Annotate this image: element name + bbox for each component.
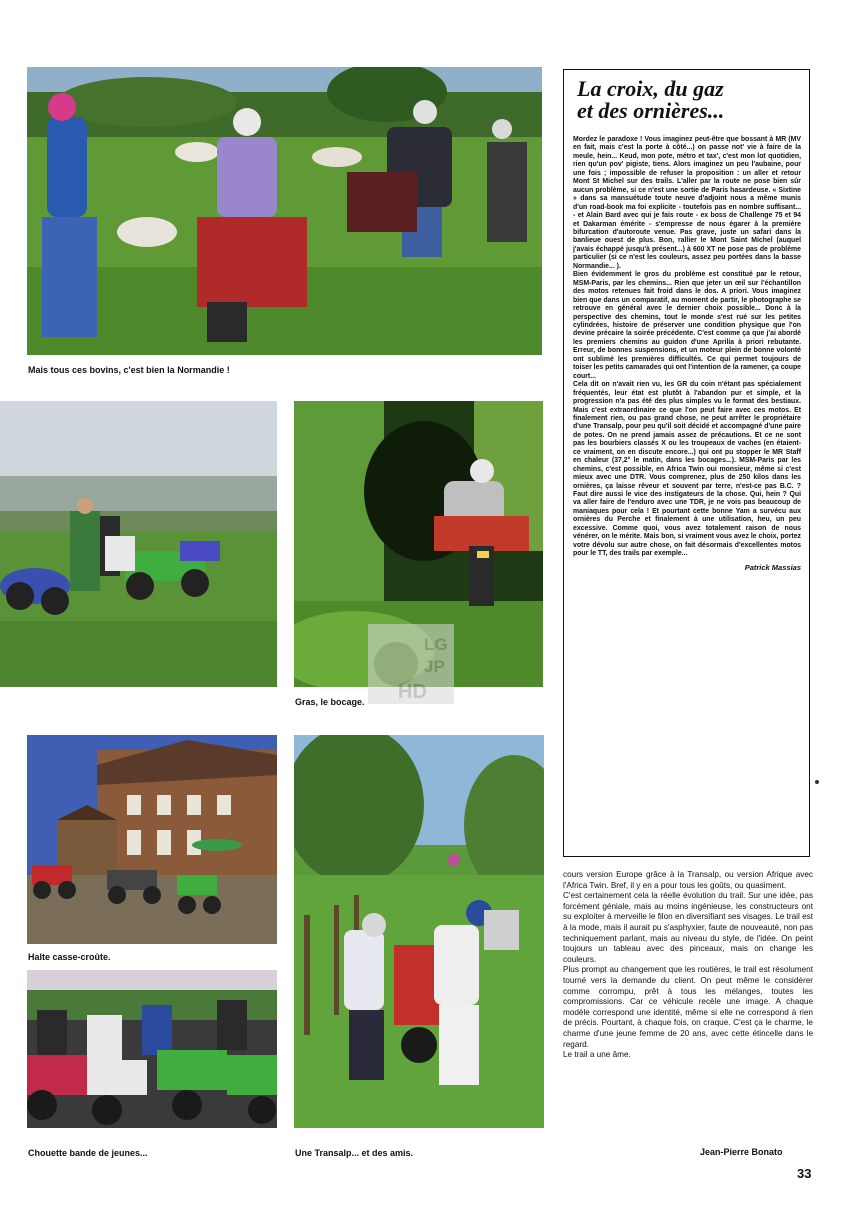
caption-transalp: Une Transalp... et des amis. — [295, 1148, 414, 1158]
article-signature: Jean-Pierre Bonato — [700, 1147, 783, 1157]
sidebar-body — [573, 136, 801, 559]
photo-cows-field — [27, 67, 542, 355]
photo-transalp-friends — [294, 735, 544, 1128]
sidebar-title-line2: et des ornières... — [577, 98, 725, 123]
sidebar-title — [577, 78, 801, 122]
sidebar-title-line1: La croix, du gaz — [577, 76, 724, 101]
main-article-body — [563, 870, 813, 1061]
sidebar-paragraph: Bien évidemment le gros du problème est constitué par le retour, MSM-Paris, par les chemins... Rien que jeter un œil sur l'échantillon des motos retenues fait froid dans le dos. A priori. Vous imaginez bien que dans un comparatif, au moment de partir, le photographe se retrouve en général avec le dernier choix possible... Donc à la perspective des chemins, tout le monde s'est rué sur les petites cylindrées, histoire de préserver une condition physique que l'on devine précaire la soirée précédente. C'est comme ça que j'ai abordé les premiers chemins au guidon d'une Aprilia à priori rebutante. Erreur, de bonnes suspensions, et un moteur plein de bonne volonté ont sublimé les premières difficultés. Ce qui permet toujours de toiser les petits camarades qui ont l'intention de la ramener, ça coupe court... — [573, 271, 801, 380]
article-paragraph: Le trail a une âme. — [563, 1050, 631, 1060]
sidebar-paragraph: Mordez le paradoxe ! Vous imaginez peut-être que bossant à MR (MV en fait, mais c'est la porte à côté...) on passe not' vie à faire de la meule, hein... Keud, mon pote, métro et tax', c'est mon lot quotidien, rien qu'un pov' pigiste, tiens. Alors imaginez un peu l'aubaine, pour une fois ; impossible de refuser la proposition : un aller et retour Mont St Michel sur des trails. L'aller par la route ne pose bien sûr aucun problème, si ce n'est une sortie de Paris hasardeuse. « Sixtine » dans sa mansuétude toute neuve d'adjoint nous a même munis d'un road-book ma foi explicite - toutefois pas en nombre suffisant... - et Alain Bard avec qui je fais route - ex boss de Challenge 75 et 94 et Dakarman émérite - s'empresse de nous égarer à la première bifurcation d'autoroute venue. Pas grave, juste un safari dans la banlieue ouest de plus. Bon, rallier le Mont Saint Michel (auquel j'avais échappé jusqu'à présent...) à 600 XT ne pose pas de problème particulier (si ce n'est les couleurs, assez peu portées dans la basse Normandie... ). — [573, 136, 801, 270]
article-paragraph: Plus prompt au changement que les routières, le trail est résolument tourné vers la demande du client. On peut même le considérer comme corrompu, prêt à tous les mélanges, toutes les compromissions. Car ce véhicule recèle une image. A chaque modèle correspond une identité, même si elle ne correspond à rien de précis. Pourtant, à chaque fois, on craque. C'est ça le charme, le charme d'une jeune femme de 20 ans, avec cette étincelle dans le regard. — [563, 965, 813, 1049]
caption-cows: Mais tous ces bovins, c'est bien la Normandie ! — [28, 365, 230, 375]
caption-jeunes: Chouette bande de jeunes... — [28, 1148, 148, 1158]
print-dot — [815, 780, 819, 784]
sidebar-signature: Patrick Massias — [744, 562, 801, 572]
page-number: 33 — [797, 1166, 812, 1181]
sidebar-box — [563, 69, 810, 857]
article-paragraph: cours version Europe grâce à la Transalp, ou version Afrique avec l'Africa Twin. Bref, il y en a pour tous les goûts, ou quasiment. — [563, 870, 813, 890]
svg-text:HD: HD — [398, 681, 427, 703]
photo-halte-village — [27, 735, 277, 944]
sidebar-paragraph: Cela dit on n'avait rien vu, les GR du coin n'étant pas spécialement fréquentés, leur état est plutôt à l'abandon pur et simple, et la progression n'a pas été des plus simples vu le format des bestiaux. Mais c'est extraordinaire ce que l'on peut faire avec ces motos. Et finalement rien, ou pas grand chose, ne peut arrêter le propriétaire d'une Transalp, pour peu qu'il soit décidé et accompagné d'une paire de potes. On ne prend jamais assez de précautions. Et ce ne sont pas les bourbiers classés X ou les troupeaux de vaches (en étaient-ce vraiment, on en discute encore...) qui ont pu stopper le MR Staff en chaleur (37,2° le matin, dans les bocages...). MSM-Paris par les chemins, c'est possible, en Africa Twin oui monsieur, même si c'est mieux avec une DTR. Vous comprenez, plus de 250 kilos dans les ornières, ça laisse rêveur et souvent par terre, n'est-ce pas B.C. ? Faut dire aussi le vice des instigateurs de la chose. Qui, hein ? Qui va aller faire de l'enduro avec une TDR, je ne vois pas beaucoup de maniaques pour cela ! Et pourtant cette bonne Yam a survécu aux ornières du Perche et finalement à une utilisation, heu, un peu excessive. Comme quoi, vous avez totalement raison de nous vénérer, on le mérite. Mais bon, si vraiment vous avez le choix, portez votre dévolu sur autre chose, on fait désormais d'excellentes motos pour le TT, des trails par exemple... — [573, 381, 801, 558]
svg-text:LG: LG — [424, 635, 448, 654]
photo-group-riders — [27, 970, 277, 1128]
photo-bay-view — [0, 401, 277, 687]
svg-text:JP: JP — [424, 657, 445, 676]
caption-bocage: Gras, le bocage. — [295, 697, 365, 707]
article-paragraph: C'est certainement cela la réelle évolution du trail. Sur une idée, pas forcément géniale, mais au moins ingénieuse, les constructeurs ont su exploiter à merveille le filon en diversifiant ses visages. Le trail est à la mode, mais il aurait pu s'asphyxier, faute de nouveauté, non pas techniquement parlant, mais au niveau du style, de l'idée. On peint toujours un tableau avec des pinceaux, mais on change les couleurs. — [563, 891, 813, 964]
caption-halte: Halte casse-croûte. — [28, 952, 111, 962]
watermark-logo — [368, 624, 454, 704]
